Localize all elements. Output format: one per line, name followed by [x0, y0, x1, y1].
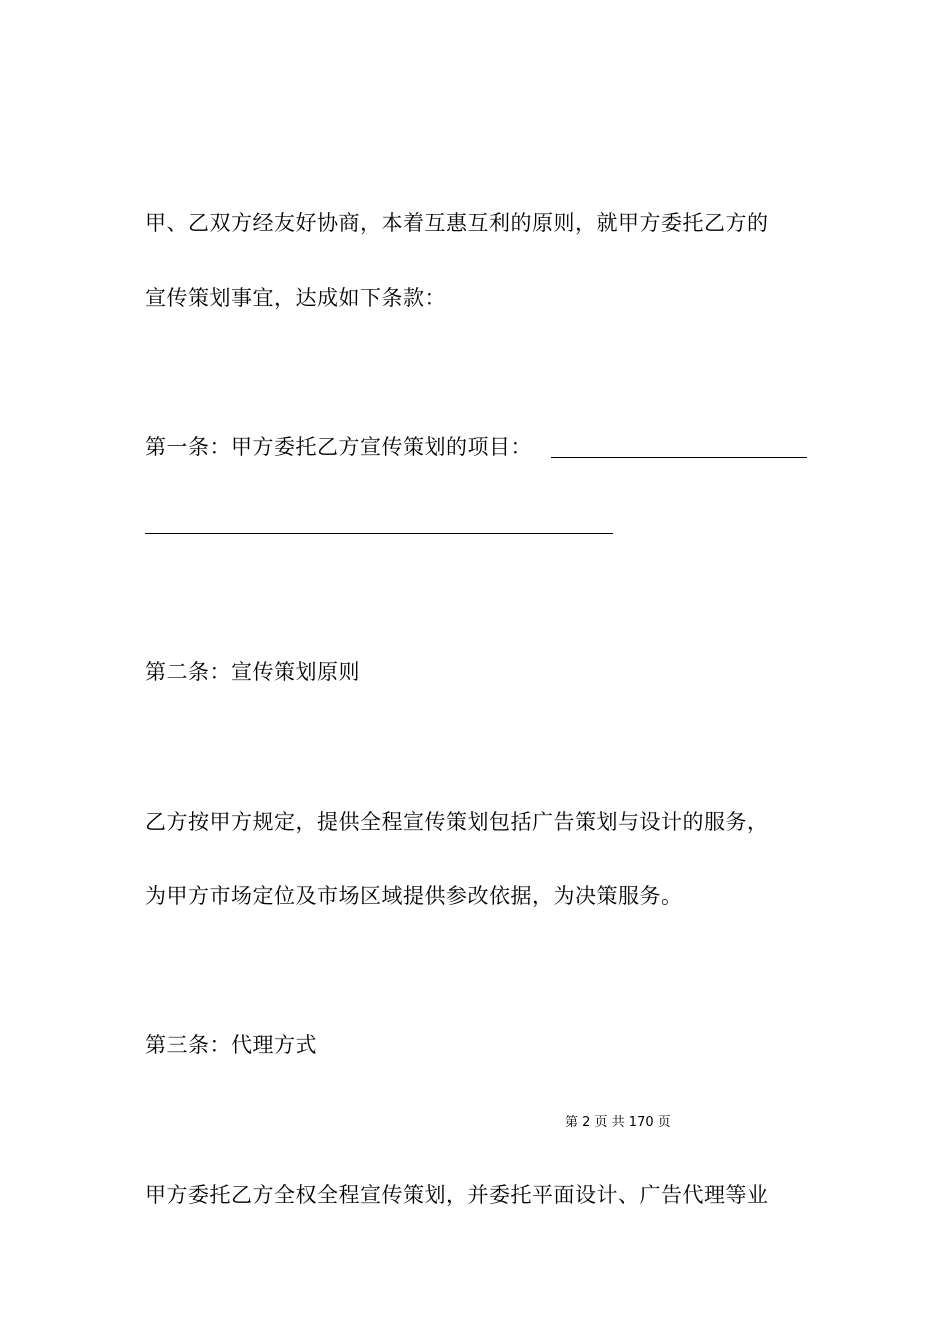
intro-line-2: 宣传策划事宜，达成如下条款： — [145, 286, 446, 310]
article-2-body-line-2: 为甲方市场定位及市场区域提供参改依据，为决策服务。 — [145, 884, 683, 908]
article-2-heading: 第二条：宣传策划原则 — [145, 660, 360, 684]
article-1-fill-blank-2 — [145, 533, 613, 534]
article-3-body-line-1: 甲方委托乙方全权全程宣传策划，并委托平面设计、广告代理等业 — [145, 1183, 769, 1207]
intro-line-1: 甲、乙双方经友好协商，本着互惠互利的原则，就甲方委托乙方的 — [145, 211, 769, 235]
article-1-heading: 第一条：甲方委托乙方宣传策划的项目： — [145, 435, 532, 459]
article-1-fill-blank-1 — [551, 457, 807, 458]
page-number-footer: 第 2 页 共 170 页 — [565, 1115, 671, 1130]
article-2-body-line-1: 乙方按甲方规定，提供全程宣传策划包括广告策划与设计的服务， — [145, 810, 769, 834]
article-3-heading: 第三条：代理方式 — [145, 1033, 317, 1057]
